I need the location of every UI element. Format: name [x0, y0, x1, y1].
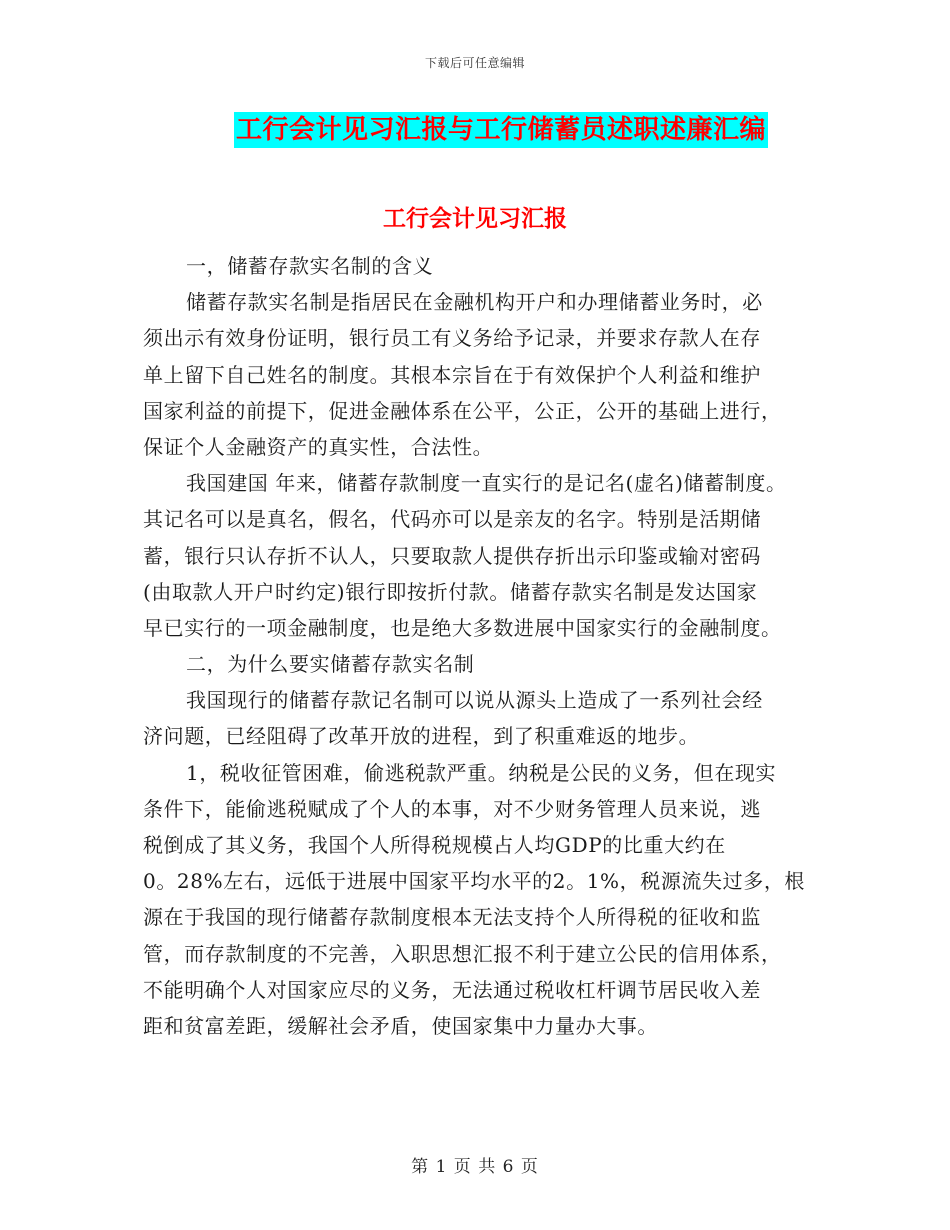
main-title: 工行会计见习汇报与工行储蓄员述职述廉汇编	[234, 112, 768, 148]
text-line: 济问题，已经阻碍了改革开放的进程，到了积重难返的地步。	[143, 724, 700, 749]
header-note: 下载后可任意编辑	[424, 56, 525, 70]
text-line: 一，储蓄存款实名制的含义	[186, 254, 434, 278]
text-line: 蓄，银行只认存折不认人，只要取款人提供存折出示印鉴或输对密码	[143, 543, 761, 568]
text-line: 二，为什么要实储蓄存款实名制	[186, 652, 475, 677]
text-line: 源在于我国的现行储蓄存款制度根本无法支持个人所得税的征收和监	[143, 905, 761, 930]
text-line: 1，税收征管困难，偷逃税款严重。纳税是公民的义务，但在现实	[186, 760, 777, 785]
text-line: 储蓄存款实名制是指居民在金融机构开户和办理储蓄业务时，必	[186, 290, 763, 315]
text-line: 单上留下自己姓名的制度。其根本宗旨在于有效保护个人利益和维护	[143, 362, 761, 387]
text-line: 管，而存款制度的不完善，入职思想汇报不利于建立公民的信用体系，	[143, 941, 782, 966]
text-line: 我国现行的储蓄存款记名制可以说从源头上造成了一系列社会经	[186, 688, 763, 713]
page-indicator: 第 1 页 共 6 页	[411, 1157, 539, 1177]
text-line: 条件下，能偷逃税赋成了个人的本事，对不少财务管理人员来说，逃	[143, 796, 761, 821]
text-line: (由取款人开户时约定)银行即按折付款。储蓄存款实名制是发达国家	[143, 579, 758, 604]
text-line: 国家利益的前提下，促进金融体系在公平，公正，公开的基础上进行，	[143, 398, 782, 423]
text-line: 我国建国 年来，储蓄存款制度一直实行的是记名(虚名)储蓄制度。	[186, 471, 787, 496]
text-line: 其记名可以是真名，假名，代码亦可以是亲友的名字。特别是活期储	[143, 507, 761, 532]
text-line: 须出示有效身份证明，银行员工有义务给予记录，并要求存款人在存	[143, 326, 761, 351]
text-line: 税倒成了其义务，我国个人所得税规模占人均GDP的比重大约在	[143, 833, 726, 857]
text-line: 保证个人金融资产的真实性，合法性。	[143, 434, 494, 459]
body-text	[143, 248, 823, 1044]
text-line: 0。28%左右，远低于进展中国家平均水平的2。1%，税源流失过多，根	[143, 869, 806, 894]
text-line: 距和贫富差距，缓解社会矛盾，使国家集中力量办大事。	[143, 1013, 658, 1038]
text-line: 早已实行的一项金融制度，也是绝大多数进展中国家实行的金融制度。	[143, 615, 782, 640]
section-title: 工行会计见习汇报	[383, 205, 567, 232]
text-line: 不能明确个人对国家应尽的义务，无法通过税收杠杆调节居民收入差	[143, 977, 761, 1002]
